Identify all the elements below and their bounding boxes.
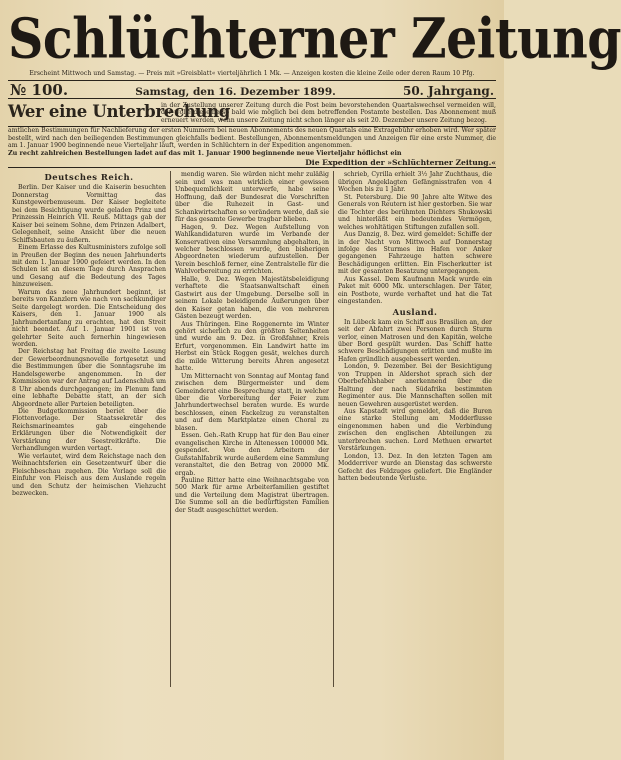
notice-intro: in der Zustellung unserer Zeitung durch die Post beim bevorstehenden Quartalswechsel vermeiden will, der wolle dieselbe so bald wie möglich bei dem betreffenden Postamte bestellen. Das Abonnement muß erneuert werden, wenn unsere Zeitung nicht schon länger als seit 20. Dezember unsere Zeitung bezog. [161,102,496,124]
article-paragraph: London, 9. Dezember. Bei der Besichtigung von Truppen in Aldershot sprach sich der Oberbefehlshaber anerkennend über die Haltung der nach Südafrika bestimmten Regimenter aus. Die Mannschaften sollen mit neuen Gewehren ausgerüstet werden. [338,363,492,408]
issue-number: № 100. [10,81,69,99]
article-paragraph: Der Reichstag hat Freitag die zweite Lesung der Gewerbeordnungsnovelle fortgesetzt und die Bestimmungen über die Sonntagsruhe im Handelsgewerbe angenommen. In der Kommission war der Antrag auf Ladenschluß um 8 Uhr abends durchgegangen; im Plenum fand eine lebhafte Debatte statt, an der sich Abgeordnete aller Parteien beteiligten. [12,348,166,408]
issue-year: 50. Jahrgang. [402,84,494,98]
article-columns [8,171,496,687]
article-paragraph: St. Petersburg. Die 90 Jahre alte Witwe des Generals von Reutern ist hier gestorben. Sie war die Tochter des berühmten Dichters Shukowski und hinterläßt ein bedeutendes Vermögen, welches wohltätigen Stiftungen zufallen soll. [338,193,493,231]
article-paragraph: Um Mitternacht von Sonntag auf Montag fand zwischen dem Bürgermeister und dem Gemeinderat eine Besprechung statt, in welcher über die Vorbereitung der Feier zum Jahrhundertwechsel beraten wurde. Es wurde beschlossen, einen Fackelzug zu veranstalten und auf dem Marktplatze einen Choral zu blasen. [175,372,329,432]
notice-body: amtlichen Bestimmungen für Nachlieferung der ersten Nummern bei neuen Abonnements des neuen Quartals eine Extragebühr erhoben wird. Wer später bestellt, wird nach den beiliegenden Bestimmungen gleichfalls bedient. Bestellungen, Abonnementsmeldungen und Anzeigen für eine erste Nummer, die am 1. Januar 1900 beginnende neue Vierteljahr läuft, werden in Schlüchtern in der Expedition angenommen. [8,127,496,150]
section-heading-deutsches-reich: Deutsches Reich. [44,172,134,183]
issue-bar [8,80,496,99]
article-paragraph: Hagen, 9. Dez. Wegen Aufstellung von Wahlkandidaturen wurde im Verbande der Konservativen eine Versammlung abgehalten, in welcher beschlossen wurde, den bisherigen Abgeordneten wiederum aufzustellen. Der Verein beschloß ferner, eine Zentralstelle für die Wahlvorbereitung zu errichten. [175,223,329,276]
notice-closing: Zu recht zahlreichen Bestellungen ladet auf das mit 1. Januar 1900 beginnende neue Vierteljahr höflichst ein [8,149,402,158]
article-paragraph: Berlin. Der Kaiser und die Kaiserin besuchten Donnerstag Vormittag das Kunstgewerbemuseum. Der Kaiser begleitete bei dem Besichtigung wurde geladen Prinz und Prinzessin Heinrich VII. Reuß. Mittags gab der Kaiser bei seinem Sohne, dem Prinzen Adalbert, Gelegenheit, seine Ansicht über die neuen Schiffsbauten zu äußern. [12,184,166,244]
article-paragraph: Die Budgetkommission beriet über die Flottenvorlage. Der Staatssekretär des Reichsmarineamtes gab eingehende Erklärungen über die Notwendigkeit der Verstärkung der Seestreitkräfte. Die Verhandlungen wurden vertagt. [12,408,166,453]
notice-signature: Die Expedition der »Schlüchterner Zeitung.« [305,158,496,168]
article-paragraph: mendig waren. Sie würden nicht mehr zuläßig sein und was man wirklich einer gewissen Unbequemlichkeit unterwerfe, habe seine Hoffnung, daß der Bundesrat die Vorschriften über die Ruhezeit in Gast- und Schankwirtschaften so verändern werde, daß sie für das gesamte Gewerbe tragbar blieben. [175,171,329,224]
column-1 [8,171,170,687]
column-2 [170,171,333,687]
article-paragraph: Aus Danzig, 8. Dez. wird gemeldet: Schiffe der in der Nacht von Mittwoch auf Donnerstag infolge des Sturmes im Hafen vor Anker gegangenen Fahrzeuge hatten schwere Beschädigungen erlitten. Ein Fischerkutter ist mit der gesamten Besatzung untergegangen. [338,231,492,276]
article-paragraph: Halle, 9. Dez. Wegen Majestätsbeleidigung verhaftete die Staatsanwaltschaft einen Gastwirt aus der Umgebung. Derselbe soll in seinem Lokale beleidigende Äußerungen über den Kaiser getan haben, die von mehreren Gästen bezeugt werden. [175,275,329,321]
column-3 [333,171,496,687]
notice-headline: Wer eine Unterbrechung [8,102,231,121]
section-heading-ausland: Ausland. [392,306,438,317]
article-paragraph: London, 13. Dez. In den letzten Tagen am Modderriver wurde an Dienstag das schwerste Gefecht des Feldzuges geliefert. Die Engländer hatten bedeutende Verluste. [338,452,492,483]
article-paragraph: Essen. Geh.-Rath Krupp hat für den Bau einer evangelischen Kirche in Altenessen 100000 Mk. gespendet. Von den Arbeitern der Gußstahlfabrik wurde außerdem eine Sammlung veranstaltet, die den Betrag von 20000 Mk. ergab. [175,432,329,477]
article-paragraph: Aus Kapstadt wird gemeldet, daß die Buren eine starke Stellung am Modderflusse eingenommen haben und die Verbindung zwischen den englischen Abteilungen zu unterbrechen suchen. Lord Methuen erwartet Verstärkungen. [338,408,492,453]
article-paragraph: Einem Erlasse des Kultusministers zufolge soll in Preußen der Beginn des neuen Jahrhunderts mit dem 1. Januar 1900 gefeiert werden. In den Schulen ist an diesem Tage durch Ansprachen und Gesang auf die Bedeutung des Tages hinzuweisen. [12,244,166,289]
issue-date: Samstag, den 16. Dezember 1899. [135,86,336,98]
article-paragraph: schrieb, Cyrilla erhielt 3½ Jahr Zuchthaus, die übrigen Angeklagten Gefängnisstrafen von 4 Wochen bis zu 1 Jahr. [338,171,492,194]
article-paragraph: Aus Kassel. Dem Kaufmann Mack wurde ein Paket mit 6000 Mk. unterschlagen. Der Täter, ein Postbote, wurde verhaftet und hat die Tat eingestanden. [338,275,492,306]
article-paragraph: Wie verlautet, wird dem Reichstage nach den Weihnachtsferien ein Gesetzentwurf über die Fleischbeschau zugehen. Die Vorlage soll die Einfuhr von Fleisch aus dem Auslande regeln und den Schutz der heimischen Viehzucht bezwecken. [12,452,166,498]
subscription-notice [8,102,496,168]
masthead-title: Schlüchterner Zeitung [8,6,621,71]
article-paragraph: Aus Thüringen. Eine Roggenernte im Winter gehört sicherlich zu den größten Seltenheiten und wurde am 9. Dez. in Großfahner, Kreis Erfurt, vorgenommen. Ein Landwirt hatte im Herbst ein Stück Roggen gesät, welches durch die milde Witterung bereits Ähren angesetzt hatte. [175,320,329,373]
subscription-info: Erscheint Mittwoch und Samstag. — Preis mit »Greisblatt« vierteljährlich 1 Mk. — Anzeigen kosten die kleine Zeile oder deren Raum 10 Pfg. [29,70,475,77]
article-paragraph: Warum das neue Jahrhundert beginnt, ist bereits von Kanzlern wie nach von sachkundiger Seite dargelegt worden. Die Entscheidung des Kaisers, den 1. Januar 1900 als Jahrhundertanfang zu erachten, hat den Streit nicht beendet. Auf 1. Januar 1901 ist von gelehrter Seite auch fernerhin hingewiesen worden. [12,288,166,348]
article-paragraph: Pauline Ritter hatte eine Weihnachtsgabe von 500 Mark für arme Arbeiterfamilien gestiftet und die Verteilung dem Magistrat übertragen. Die Summe soll an die bedürftigsten Familien der Stadt ausgeschüttet werden. [175,477,329,514]
article-paragraph: In Lübeck kam ein Schiff aus Brasilien an, der seit der Abfahrt zwei Personen durch Sturm verlor, einen Matrosen und den Kapitän, welche über Bord gespült wurden. Das Schiff hatte schwere Beschädigungen erlitten und mußte im Hafen gründlich ausgebessert werden. [338,318,492,363]
